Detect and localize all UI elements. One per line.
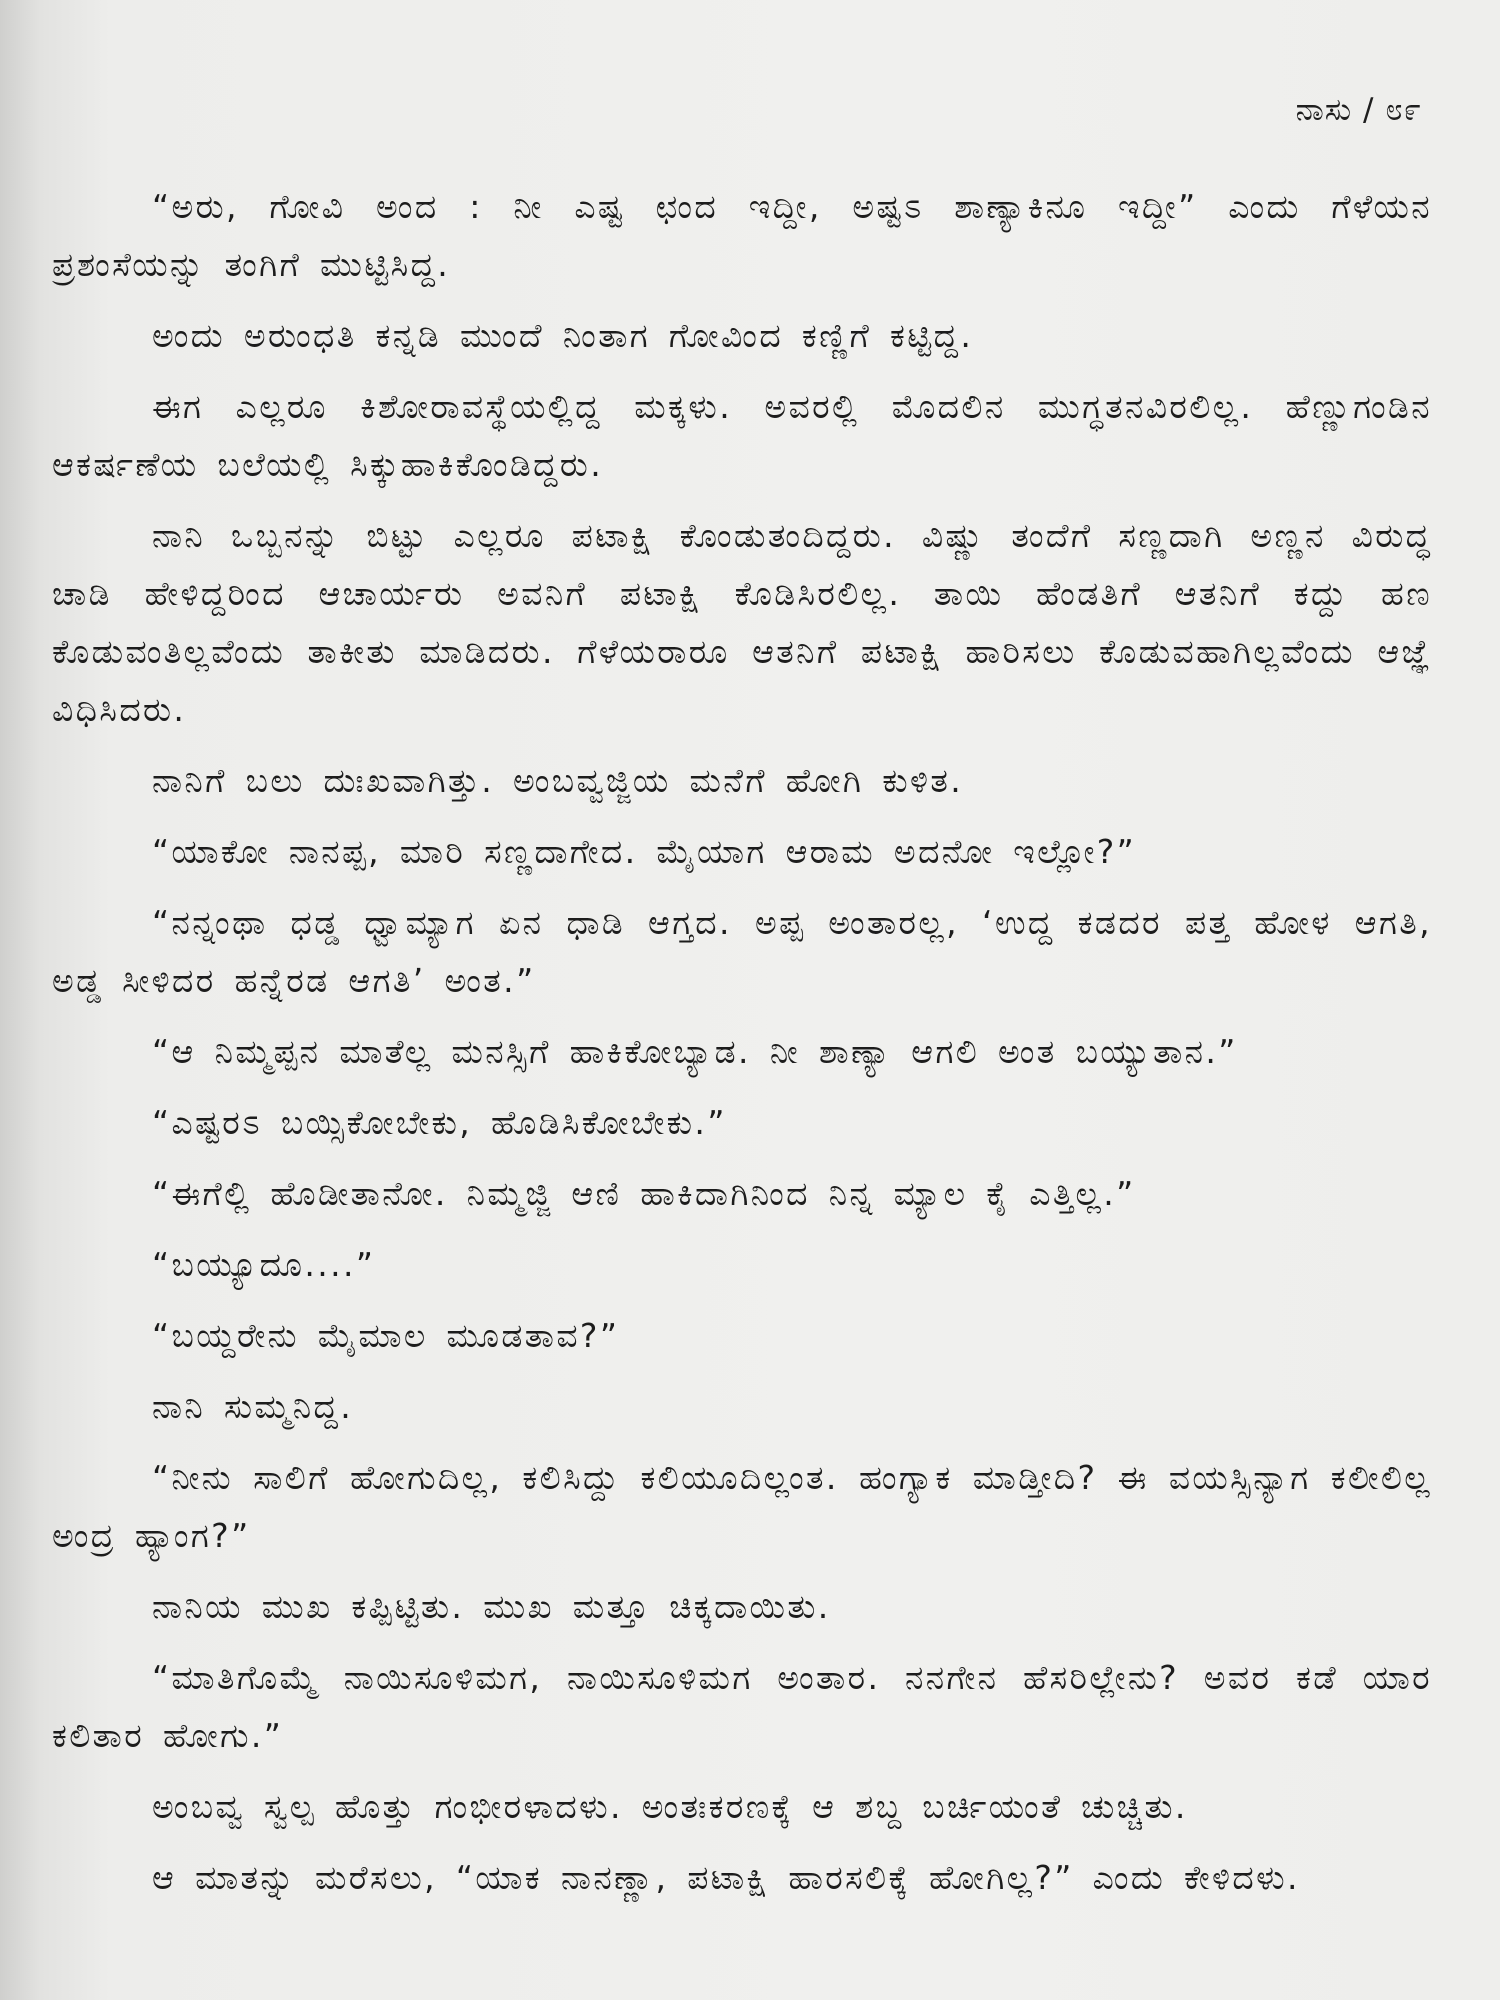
paragraph: “ಈಗೆಲ್ಲಿ ಹೊಡೀತಾನೋ. ನಿಮ್ಮಜ್ಜಿ ಆಣಿ ಹಾಕಿದಾಗಿನಿಂದ ನಿನ್ನ ಮ್ಯಾಲ ಕೈ ಎತ್ತಿಲ್ಲ.” <box>152 1174 1136 1213</box>
paragraph: ಈಗ ಎಲ್ಲರೂ ಕಿಶೋರಾವಸ್ಥೆಯಲ್ಲಿದ್ದ ಮಕ್ಕಳು. ಅವರಲ್ಲಿ ಮೊದಲಿನ ಮುಗ್ಧತನವಿರಲಿಲ್ಲ. ಹೆಣ್ಣುಗಂಡಿನ ಆಕರ್ಷಣೆಯ ಬಲೆಯಲ್ಲಿ ಸಿಕ್ಕುಹಾಕಿಕೊಂಡಿದ್ದರು. <box>52 387 1432 484</box>
body-text <box>52 178 1432 1920</box>
paragraph: ನಾನಿ ಸುಮ್ಮನಿದ್ದ. <box>152 1387 354 1426</box>
paragraph: “ಬಯ್ಯೂದೂ....” <box>152 1245 376 1284</box>
paragraph: ಆ ಮಾತನ್ನು ಮರೆಸಲು, “ಯಾಕ ನಾನಣ್ಣಾ, ಪಟಾಕ್ಷಿ ಹಾರಸಲಿಕ್ಕೆ ಹೋಗಿಲ್ಲ?” ಎಂದು ಕೇಳಿದಳು. <box>152 1858 1300 1897</box>
paragraph: “ಅರು, ಗೋವಿ ಅಂದ : ನೀ ಎಷ್ಟ ಛಂದ ಇದ್ದೀ, ಅಷ್ಟಽ ಶಾಣ್ಯಾಕಿನೂ ಇದ್ದೀ” ಎಂದು ಗೆಳೆಯನ ಪ್ರಶಂಸೆಯನ್ನು ತಂಗಿಗೆ ಮುಟ್ಟಿಸಿದ್ದ. <box>52 187 1432 284</box>
paragraph: “ನನ್ನಂಥಾ ಧಡ್ಡ ಧ್ವಾಮ್ಯಾಗ ಏನ ಧಾಡಿ ಆಗ್ತದ. ಅಪ್ಪ ಅಂತಾರಲ್ಲ, ‘ಉದ್ದ ಕಡದರ ಪತ್ತ ಹೋಳ ಆಗತಿ, ಅಡ್ಡ ಸೀಳಿದರ ಹನ್ನೆರಡ ಆಗತಿ’ ಅಂತ.” <box>52 903 1432 1000</box>
paragraph: ಅಂದು ಅರುಂಧತಿ ಕನ್ನಡಿ ಮುಂದೆ ನಿಂತಾಗ ಗೋವಿಂದ ಕಣ್ಣಿಗೆ ಕಟ್ಟಿದ್ದ. <box>152 316 974 355</box>
paragraph: “ಆ ನಿಮ್ಮಪ್ಪನ ಮಾತೆಲ್ಲ ಮನಸ್ಸಿಗೆ ಹಾಕಿಕೋಬ್ಯಾಡ. ನೀ ಶಾಣ್ಯಾ ಆಗಲಿ ಅಂತ ಬಯ್ಯುತಾನ.” <box>152 1032 1238 1071</box>
paragraph: “ಎಷ್ಟರಽ ಬಯ್ಸಿಕೋಬೇಕು, ಹೊಡಿಸಿಕೋಬೇಕು.” <box>152 1103 727 1142</box>
paragraph: ಅಂಬವ್ವ ಸ್ವಲ್ಪ ಹೊತ್ತು ಗಂಭೀರಳಾದಳು. ಅಂತಃಕರಣಕ್ಕೆ ಆ ಶಬ್ದ ಬರ್ಚಿಯಂತೆ ಚುಚ್ಚಿತು. <box>152 1787 1188 1826</box>
paragraph: “ಮಾತಿಗೊಮ್ಮೆ ನಾಯಿಸೂಳಿಮಗ, ನಾಯಿಸೂಳಿಮಗ ಅಂತಾರ. ನನಗೇನ ಹೆಸರಿಲ್ಲೇನು? ಅವರ ಕಡೆ ಯಾರ ಕಲಿತಾರ ಹೋಗು.” <box>52 1658 1432 1755</box>
paragraph: “ನೀನು ಸಾಲಿಗೆ ಹೋಗುದಿಲ್ಲ, ಕಲಿಸಿದ್ದು ಕಲಿಯೂದಿಲ್ಲಂತ. ಹಂಗ್ಯಾಕ ಮಾಡ್ತೀದಿ? ಈ ವಯಸ್ಸಿನ್ಯಾಗ ಕಲೀಲಿಲ್ಲ ಅಂದ್ರ ಹ್ಯಾಂಗ?” <box>52 1458 1432 1555</box>
paragraph: “ಯಾಕೋ ನಾನಪ್ಪ, ಮಾರಿ ಸಣ್ಣದಾಗೇದ. ಮೈಯಾಗ ಆರಾಮ ಅದನೋ ಇಲ್ಲೋ?” <box>152 832 1137 871</box>
paragraph: ನಾನಿಯ ಮುಖ ಕಪ್ಪಿಟ್ಟಿತು. ಮುಖ ಮತ್ತೂ ಚಿಕ್ಕದಾಯಿತು. <box>152 1587 831 1626</box>
paragraph: ನಾನಿ ಒಬ್ಬನನ್ನು ಬಿಟ್ಟು ಎಲ್ಲರೂ ಪಟಾಕ್ಷಿ ಕೊಂಡುತಂದಿದ್ದರು. ವಿಷ್ಣು ತಂದೆಗೆ ಸಣ್ಣದಾಗಿ ಅಣ್ಣನ ವಿರುದ್ಧ ಚಾಡಿ ಹೇಳಿದ್ದರಿಂದ ಆಚಾರ್ಯರು ಅವನಿಗೆ ಪಟಾಕ್ಷಿ ಕೊಡಿಸಿರಲಿಲ್ಲ. ತಾಯಿ ಹೆಂಡತಿಗೆ ಆತನಿಗೆ ಕದ್ದು ಹಣ ಕೊಡುವಂತಿಲ್ಲವೆಂದು ತಾಕೀತು ಮಾಡಿದರು. ಗೆಳೆಯರಾರೂ ಆತನಿಗೆ ಪಟಾಕ್ಷಿ ಹಾರಿಸಲು ಕೊಡುವಹಾಗಿಲ್ಲವೆಂದು ಆಜ್ಞೆ ವಿಧಿಸಿದರು. <box>52 516 1432 729</box>
running-head: ನಾಸು / ೮೯ <box>1295 92 1422 128</box>
paragraph: “ಬಯ್ದರೇನು ಮೈಮಾಲ ಮೂಡತಾವ?” <box>152 1316 620 1355</box>
paragraph: ನಾನಿಗೆ ಬಲು ದುಃಖವಾಗಿತ್ತು. ಅಂಬವ್ವಜ್ಜಿಯ ಮನೆಗೆ ಹೋಗಿ ಕುಳಿತ. <box>152 761 964 800</box>
